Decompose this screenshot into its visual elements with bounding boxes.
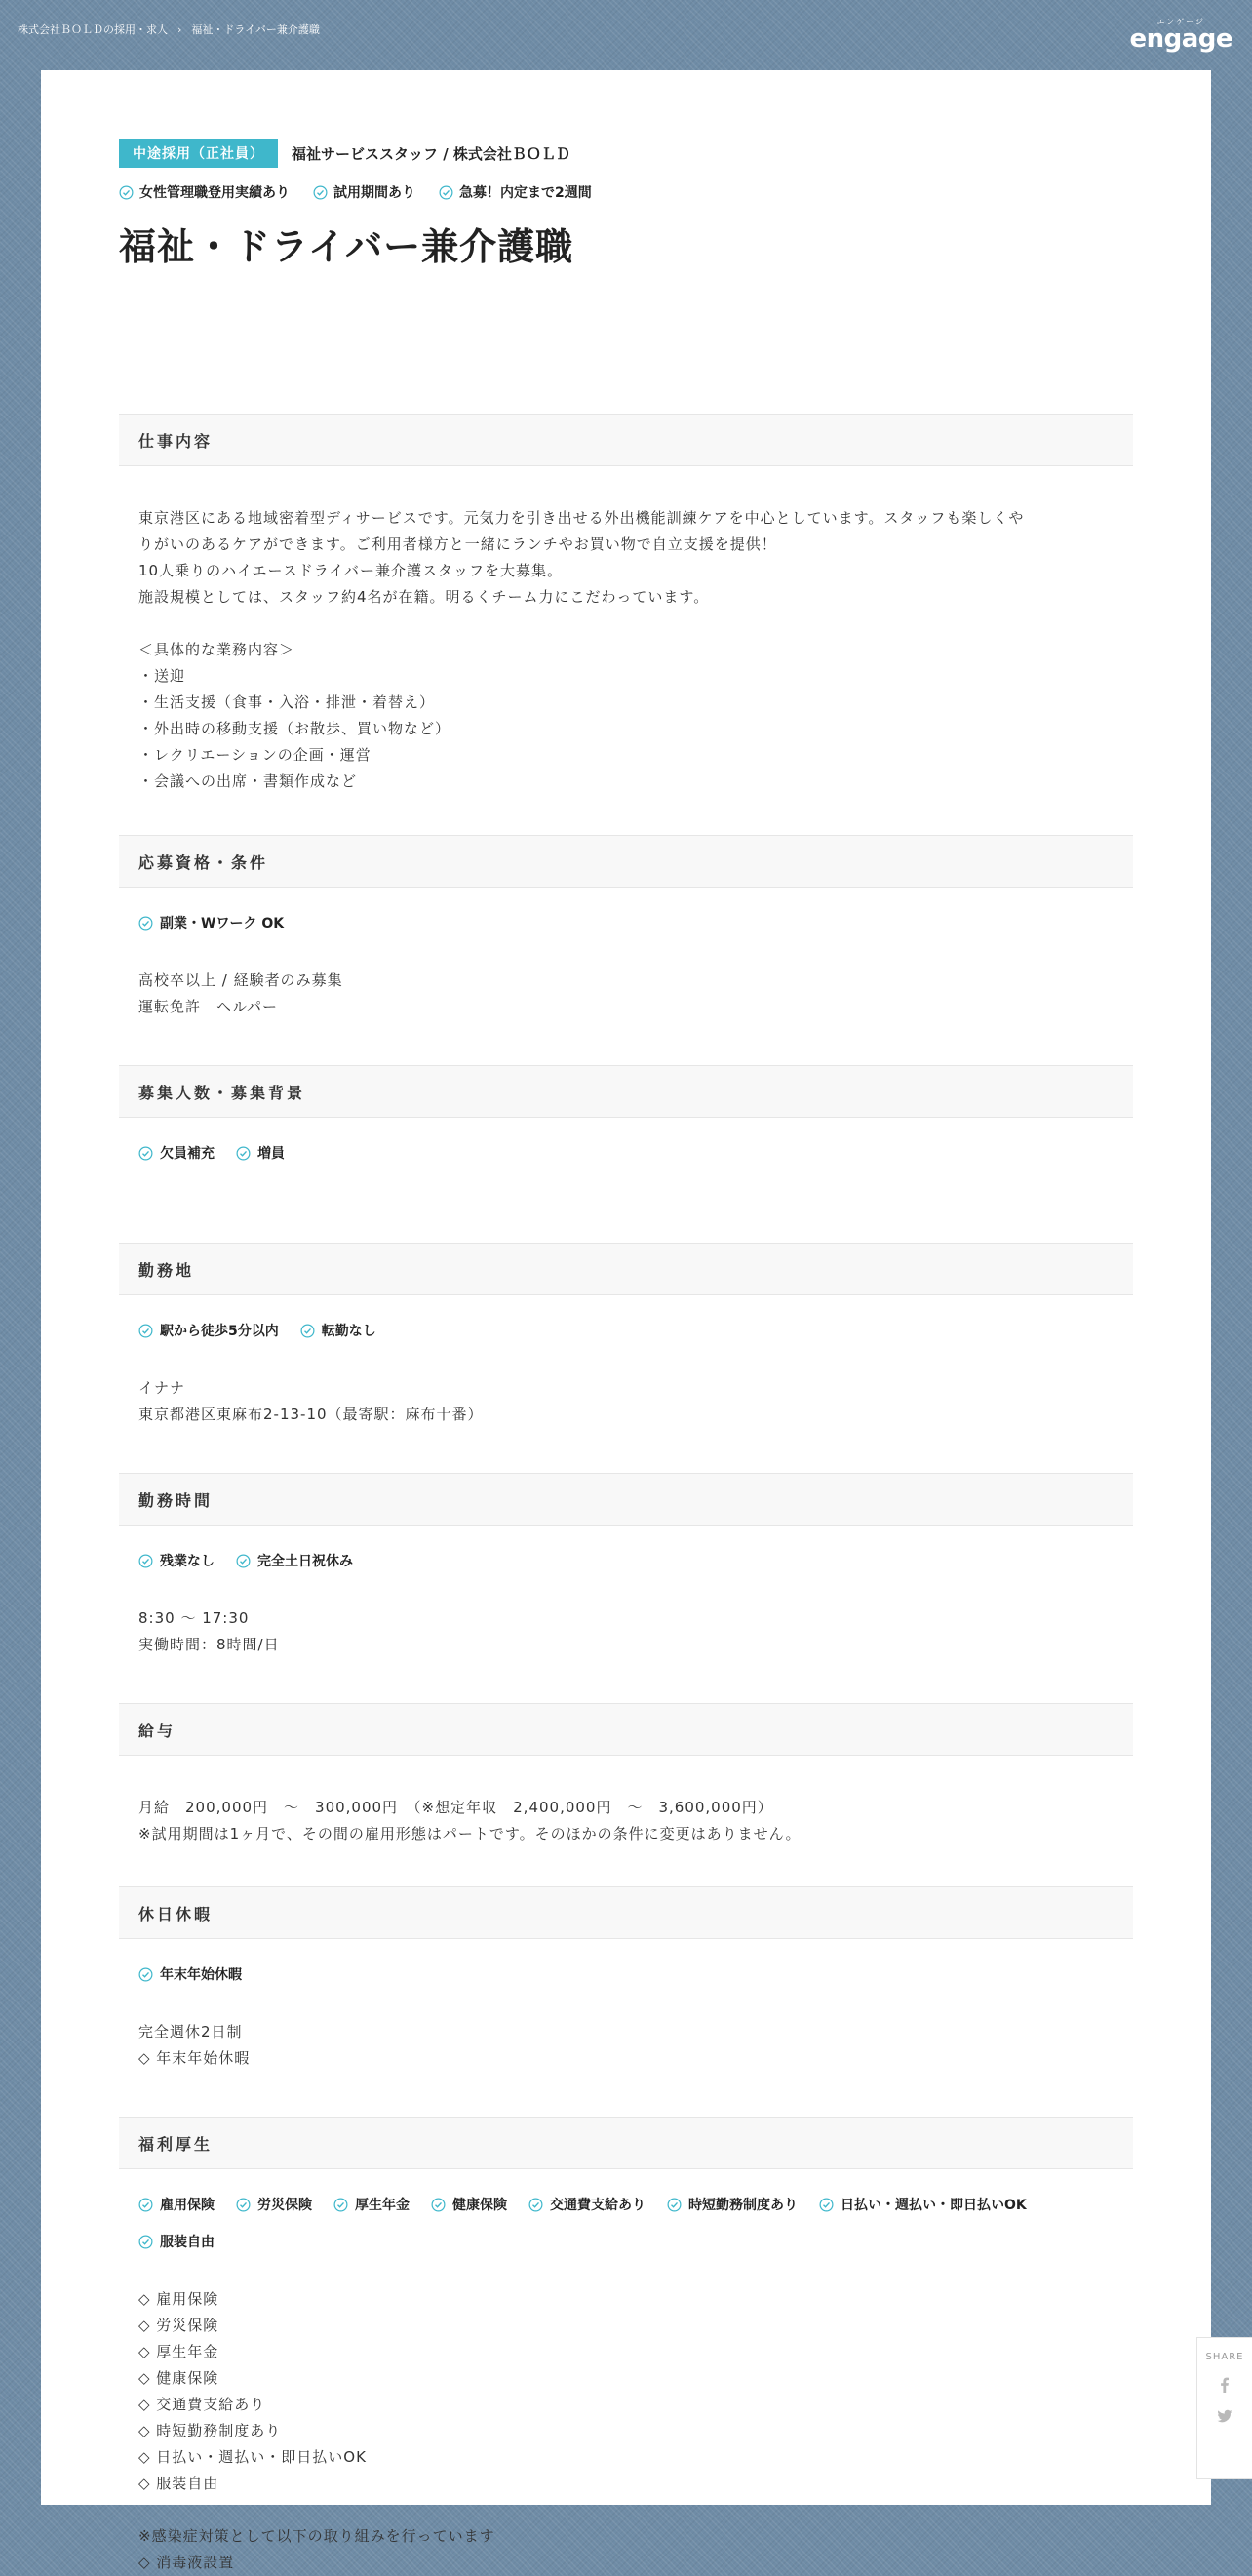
- text-line: [138, 2497, 1114, 2523]
- tag-item: [236, 2195, 312, 2214]
- tag-label: 雇用保険: [160, 2198, 215, 2213]
- tag-label: 時短勤務制度あり: [688, 2198, 798, 2213]
- welfare-tags: [138, 2195, 1114, 2251]
- feature-item: [119, 182, 290, 202]
- check-circle-icon: [431, 2198, 446, 2212]
- text-line: 完全週休2日制: [138, 2023, 243, 2041]
- text-line: ◇ 雇用保険: [138, 2290, 219, 2308]
- top-bar: [0, 0, 1252, 70]
- text-line: ・会議への出席・書類作成など: [138, 773, 358, 790]
- section-heading-salary: [119, 1703, 1133, 1756]
- job-card: [41, 70, 1211, 2571]
- tag-label: 年末年始休暇: [160, 1967, 242, 1983]
- section-heading-location: [119, 1243, 1133, 1295]
- tag-label: 完全土日祝休み: [257, 1554, 353, 1569]
- tag-item: [138, 1551, 215, 1570]
- check-circle-icon: [138, 1554, 153, 1568]
- section-heading-welfare: [119, 2117, 1133, 2169]
- location-tags: [138, 1321, 1114, 1340]
- section-heading-label: 休日休暇: [138, 1904, 214, 1923]
- check-circle-icon: [138, 916, 153, 931]
- check-circle-icon: [138, 1146, 153, 1161]
- text-line: ◇ 交通費支給あり: [138, 2396, 266, 2413]
- facebook-icon: [1216, 2376, 1233, 2394]
- logo-ruby: エンゲージ: [1156, 18, 1206, 26]
- tag-label: 健康保険: [452, 2198, 507, 2213]
- text-line: 月給 200,000円 ～ 300,000円 （※想定年収 2,400,000円 ～ 3,600,000円）: [138, 1799, 773, 1816]
- section-heading-label: 応募資格・条件: [138, 852, 269, 872]
- tag-item: [138, 1143, 215, 1163]
- section-heading-label: 勤務地: [138, 1260, 195, 1280]
- text-line: ・送迎: [138, 667, 186, 685]
- section-heading-label: 募集人数・募集背景: [138, 1083, 306, 1102]
- check-circle-icon: [528, 2198, 543, 2212]
- tag-item: [431, 2195, 507, 2214]
- text-line: 施設規模としては、スタッフ約4名が在籍。明るくチーム力にこだわっています。: [138, 588, 710, 606]
- text-line: 東京都港区東麻布2-13-10（最寄駅：麻布十番）: [138, 1406, 484, 1423]
- check-circle-icon: [138, 1967, 153, 1982]
- text-line: ＜具体的な業務内容＞: [138, 641, 295, 658]
- facebook-share-button[interactable]: [1197, 2376, 1252, 2394]
- company-name: 福祉サービススタッフ / 株式会社ＢＯＬＤ: [292, 144, 570, 163]
- tag-item: [138, 1321, 279, 1340]
- tag-item: [236, 1551, 353, 1570]
- text-line: ◇ 厚生年金: [138, 2343, 219, 2360]
- holiday-text: [138, 2019, 1114, 2072]
- check-circle-icon: [333, 2198, 348, 2212]
- check-circle-icon: [138, 2235, 153, 2249]
- tag-item: [819, 2195, 1027, 2214]
- section-heading-label: 仕事内容: [138, 431, 214, 451]
- text-line: ※感染症対策として以下の取り組みを行っています: [138, 2527, 495, 2545]
- feature-label: 女性管理職登用実績あり: [139, 185, 290, 201]
- tag-item: [236, 1143, 285, 1163]
- section-heading-label: 福利厚生: [138, 2134, 214, 2154]
- text-line: 10人乗りのハイエースドライバー兼介護スタッフを大募集。: [138, 562, 563, 579]
- text-line: [138, 611, 1114, 637]
- tag-item: [300, 1321, 376, 1340]
- tag-label: 交通費支給あり: [550, 2198, 646, 2213]
- tag-item: [138, 2232, 215, 2251]
- feature-label: 急募！内定まで2週間: [459, 185, 592, 201]
- text-line: ◇ 時短勤務制度あり: [138, 2422, 282, 2439]
- location-text: [138, 1375, 1114, 1428]
- qualification-text: [138, 968, 1114, 1020]
- check-circle-icon: [138, 2198, 153, 2212]
- employment-type-badge: 中途採用（正社員）: [119, 139, 278, 168]
- recruitment-tags: [138, 1143, 1114, 1163]
- tag-label: 駅から徒歩5分以内: [160, 1324, 279, 1339]
- share-label: SHARE: [1205, 2352, 1244, 2362]
- tag-item: [667, 2195, 798, 2214]
- salary-text: [138, 1795, 1114, 1847]
- check-circle-icon: [667, 2198, 682, 2212]
- welfare-text: [138, 2286, 1114, 2576]
- check-circle-icon: [236, 1146, 251, 1161]
- section-heading-recruitment: [119, 1065, 1133, 1118]
- breadcrumb-current: 福祉・ドライバー兼介護職: [191, 23, 320, 36]
- text-line: イナナ: [138, 1379, 186, 1397]
- tag-label: 厚生年金: [355, 2198, 410, 2213]
- tag-label: 服装自由: [160, 2235, 215, 2250]
- text-line: 8:30 ～ 17:30: [138, 1609, 250, 1627]
- text-line: 東京港区にある地域密着型ディサービスです。元気力を引き出せる外出機能訓練ケアを中心としています。スタッフも楽しくや: [138, 509, 1025, 527]
- check-circle-icon: [119, 185, 134, 200]
- section-heading-holidays: [119, 1886, 1133, 1939]
- text-line: りがいのあるケアができます。ご利用者様方と一緒にランチやお買い物で自立支援を提供！: [138, 535, 777, 553]
- tag-label: 転勤なし: [321, 1324, 376, 1339]
- tag-item: [138, 913, 284, 932]
- hours-tags: [138, 1551, 1114, 1570]
- check-circle-icon: [138, 1324, 153, 1338]
- twitter-icon: [1216, 2407, 1233, 2425]
- breadcrumb: [18, 21, 320, 37]
- check-circle-icon: [300, 1324, 315, 1338]
- text-line: ◇ 服装自由: [138, 2475, 219, 2492]
- section-heading-qualifications: [119, 835, 1133, 888]
- twitter-share-button[interactable]: [1197, 2407, 1252, 2425]
- text-line: 実働時間：8時間/日: [138, 1636, 280, 1653]
- check-circle-icon: [439, 185, 453, 200]
- holiday-tags: [138, 1964, 1114, 1984]
- text-line: ◇ 年末年始休暇: [138, 2049, 251, 2067]
- tag-label: 副業・Wワーク OK: [160, 916, 285, 931]
- text-line: ・レクリエーションの企画・運営: [138, 746, 372, 764]
- tag-label: 残業なし: [160, 1554, 215, 1569]
- tag-item: [333, 2195, 410, 2214]
- section-heading-work: [119, 414, 1133, 466]
- text-line: ◇ 消毒液設置: [138, 2554, 235, 2571]
- logo-word: engage: [1129, 24, 1232, 54]
- tag-label: 日払い・週払い・即日払いOK: [841, 2198, 1027, 2213]
- breadcrumb-separator: ›: [177, 22, 182, 36]
- text-line: ◇ 健康保険: [138, 2369, 219, 2387]
- tag-item: [138, 1964, 242, 1984]
- feature-label: 試用期間あり: [333, 185, 415, 201]
- text-line: ◇ 労災保険: [138, 2317, 219, 2334]
- job-features: [119, 181, 1133, 203]
- tag-label: 欠員補充: [160, 1146, 215, 1162]
- check-circle-icon: [236, 1554, 251, 1568]
- section-heading-label: 給与: [138, 1721, 176, 1740]
- text-line: ・生活支援（食事・入浴・排泄・着替え）: [138, 694, 436, 711]
- job-meta: [119, 139, 1133, 168]
- job-title: 福祉・ドライバー兼介護職: [119, 225, 574, 268]
- tag-item: [528, 2195, 646, 2214]
- feature-item: [313, 182, 415, 202]
- feature-item: [439, 182, 592, 202]
- check-circle-icon: [236, 2198, 251, 2212]
- qualification-tags: [138, 913, 1114, 932]
- text-line: ※試用期間は1ヶ月で、その間の雇用形態はパートです。そのほかの条件に変更はありません。: [138, 1825, 802, 1843]
- section-heading-hours: [119, 1473, 1133, 1526]
- tag-item: [138, 2195, 215, 2214]
- check-circle-icon: [819, 2198, 834, 2212]
- share-panel: [1196, 2337, 1252, 2479]
- breadcrumb-company-link[interactable]: 株式会社ＢＯＬＤの採用・求人: [18, 23, 168, 36]
- section-heading-label: 勤務時間: [138, 1490, 214, 1510]
- text-line: ◇ 日払い・週払い・即日払いOK: [138, 2448, 367, 2466]
- tag-label: 労災保険: [257, 2198, 312, 2213]
- work-description: [138, 505, 1114, 795]
- job-content: [119, 139, 1133, 2571]
- text-line: ・外出時の移動支援（お散歩、買い物など）: [138, 720, 451, 737]
- hours-text: [138, 1605, 1114, 1658]
- engage-logo[interactable]: [1129, 18, 1232, 52]
- text-line: 運転免許 ヘルパー: [138, 998, 278, 1015]
- text-line: 高校卒以上 / 経験者のみ募集: [138, 971, 343, 989]
- tag-label: 増員: [257, 1146, 285, 1162]
- check-circle-icon: [313, 185, 328, 200]
